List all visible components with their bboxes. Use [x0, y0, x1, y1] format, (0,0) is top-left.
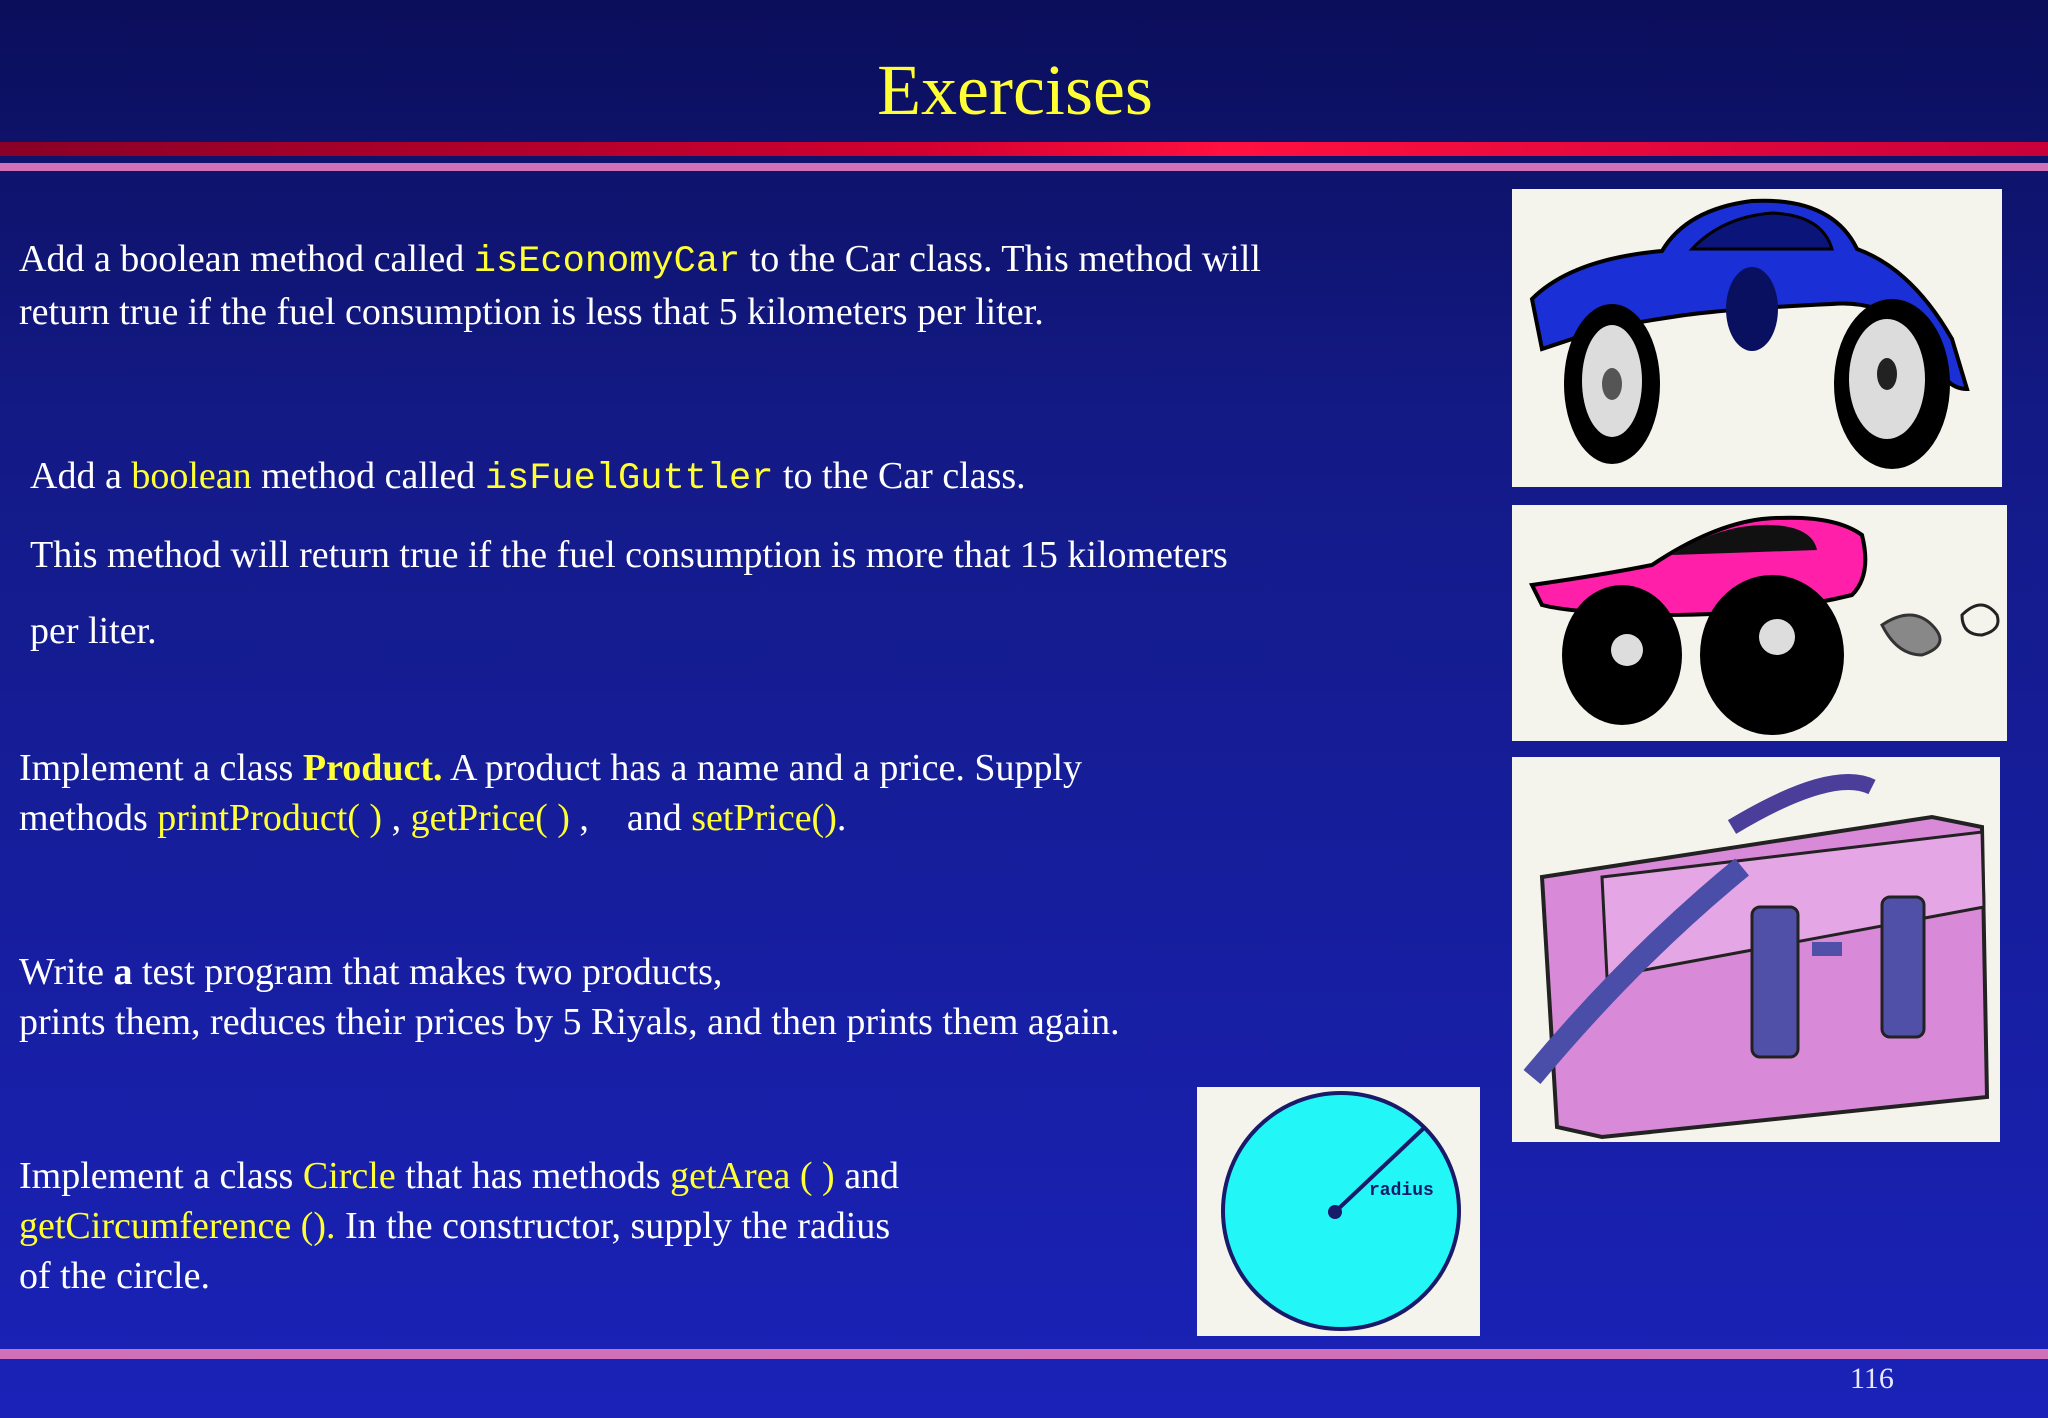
exercise-1-line-1: Add a boolean method called isEconomyCar to the Car class. This method will	[19, 238, 1261, 283]
code-isEconomyCar: isEconomyCar	[473, 241, 741, 283]
exercise-4-line-2: prints them, reduces their prices by 5 Riyals, and then prints them again.	[19, 1001, 1120, 1043]
exercise-1-line-2: return true if the fuel consumption is less that 5 kilometers per liter.	[19, 291, 1044, 333]
blue-car-image	[1512, 189, 2002, 487]
title-rule-pink	[0, 163, 2048, 171]
circle-radius-image	[1197, 1087, 1480, 1336]
exercise-1	[19, 234, 1261, 337]
exercise-4-line-1: Write a test program that makes two products,	[19, 951, 723, 993]
exercise-2-line-2: This method will return true if the fuel consumption is more that 15 kilometers	[30, 534, 1228, 576]
exercise-3-line-2: methods printProduct( ) , getPrice( ) , and setPrice().	[19, 797, 847, 839]
exercise-5-line-1: Implement a class Circle that has methods getArea ( ) and	[19, 1155, 900, 1197]
exercise-5-line-2: getCircumference (). In the constructor, supply the radius	[19, 1205, 891, 1247]
exercise-2-line-1: Add a boolean method called isFuelGuttler to the Car class.	[30, 455, 1026, 500]
code-isFuelGuttler: isFuelGuttler	[484, 458, 774, 500]
briefcase-image	[1512, 757, 2000, 1142]
exercise-2	[30, 438, 1228, 669]
title-rule-red	[0, 142, 2048, 156]
radius-label: radius	[1369, 1181, 1434, 1201]
exercise-3-line-1: Implement a class Product. A product has a name and a price. Supply	[19, 747, 1083, 789]
exercise-4	[19, 947, 1120, 1047]
pink-car-image	[1512, 505, 2007, 741]
bottom-rule	[0, 1349, 2048, 1359]
exercise-5-line-3: of the circle.	[19, 1255, 210, 1297]
slide-title: Exercises	[877, 50, 1153, 130]
page-number: 116	[1850, 1362, 1894, 1395]
exercise-2-line-3: per liter.	[30, 610, 157, 652]
exercise-3	[19, 743, 1082, 843]
exercise-5	[19, 1151, 899, 1301]
